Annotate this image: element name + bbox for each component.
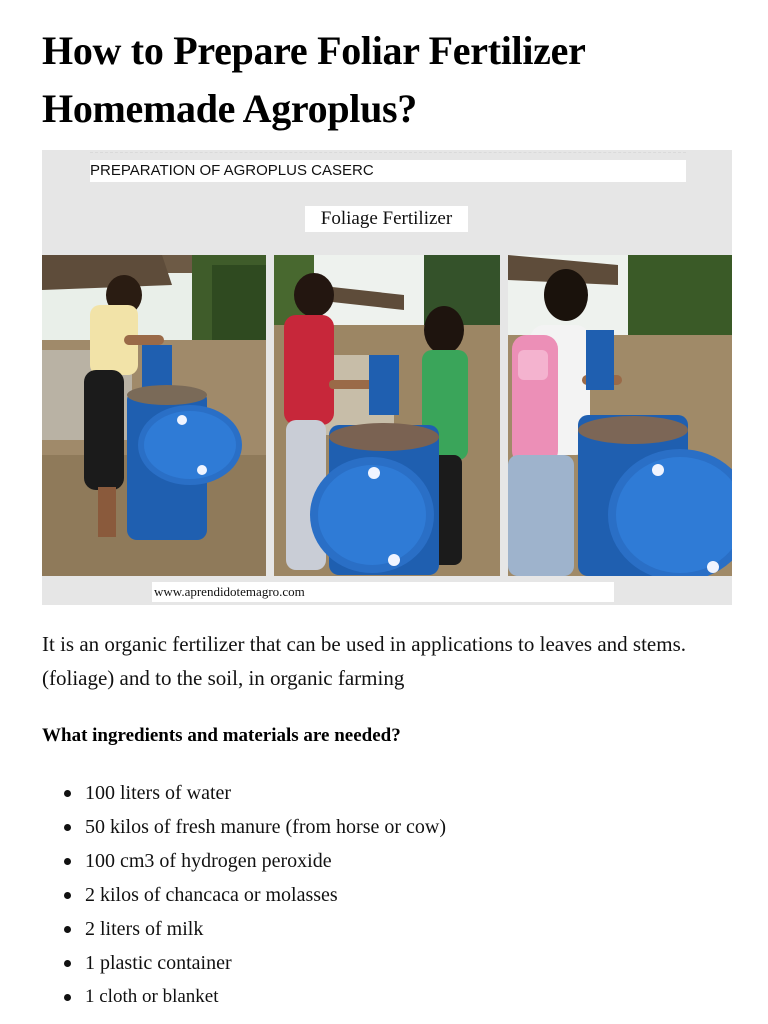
banner-faded-text <box>90 152 686 160</box>
ingredients-heading: What ingredients and materials are needed? <box>42 725 401 746</box>
figure-banner <box>90 160 686 182</box>
intro-paragraph <box>42 627 742 695</box>
list-item: 50 kilos of fresh manure (from horse or cow) <box>64 810 714 844</box>
figure-caption: Foliage Fertilizer <box>305 206 468 232</box>
list-item: 2 liters of milk <box>64 912 714 946</box>
ingredients-list <box>64 776 714 1014</box>
title-line-1: How to Prepare Foliar Fertilizer <box>42 28 586 73</box>
banner-text: PREPARATION OF AGROPLUS CASERC <box>90 162 374 179</box>
photo-woman-stirring-barrel <box>42 255 266 576</box>
intro-line-2: (foliage) and to the soil, in organic farming <box>42 666 405 690</box>
list-item: 1 plastic container <box>64 946 714 980</box>
photo-woman-with-backpack-at-barrel <box>508 255 732 576</box>
list-item: 1 cloth or blanket <box>64 980 714 1014</box>
list-item: 100 liters of water <box>64 776 714 810</box>
list-item: 2 kilos of chancaca or molasses <box>64 878 714 912</box>
title-line-2: Homemade Agroplus? <box>42 86 417 131</box>
figure-source-url: www.aprendidotemagro.com <box>152 582 614 602</box>
photo-two-women-at-barrel <box>274 255 500 576</box>
page-title <box>42 22 742 138</box>
figure-image <box>42 150 732 605</box>
list-item: 100 cm3 of hydrogen peroxide <box>64 844 714 878</box>
intro-line-1: It is an organic fertilizer that can be used in applications to leaves and stems. <box>42 632 686 656</box>
